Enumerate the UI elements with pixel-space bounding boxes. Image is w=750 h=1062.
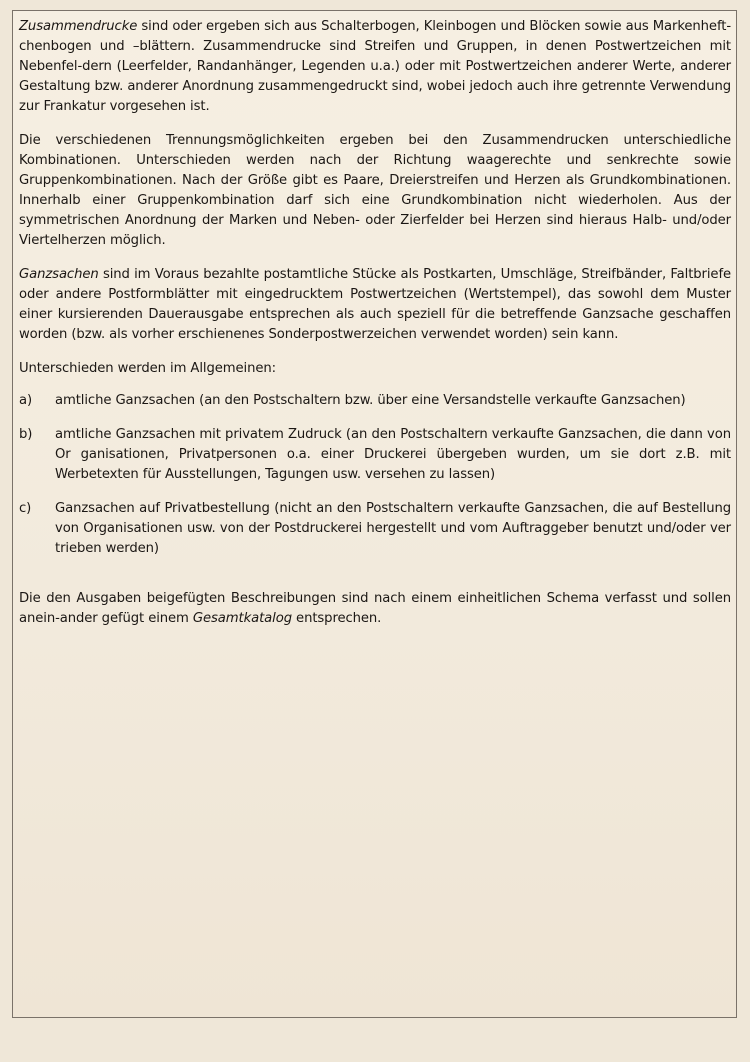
paragraph-unterschieden [19,359,731,379]
term-ganzsachen: Ganzsachen [19,267,99,282]
list-item-b [19,425,731,485]
term-gesamtkatalog: Gesamtkatalog [192,611,292,626]
paragraph-gesamtkatalog-text-after: entsprechen. [291,611,382,626]
document-content [19,17,731,643]
list-marker-c: c) [19,501,32,516]
list-item-a [19,391,731,411]
paragraph-gesamtkatalog [19,589,731,629]
list-item-c [19,499,731,559]
paragraph-unterschieden-text: Unterschieden werden im Allgemeinen: [19,361,276,376]
ganzsachen-list [19,391,731,559]
paragraph-zusammendrucke [19,17,731,117]
list-marker-a: a) [19,393,33,408]
term-zusammendrucke: Zusammendrucke [19,19,138,34]
list-item-a-text: amtliche Ganzsachen (an den Postschaltern bzw. über eine Versandstelle verkaufte Ganzsachen) [55,393,686,408]
paragraph-trennungsmoeglichkeiten [19,131,731,251]
paragraph-gesamtkatalog-text-before: Die den Ausgaben beigefügten Beschreibungen sind nach einem einheitlichen Schema verfasst und sollen anein-ander gefügt einem [19,591,731,626]
paragraph-trennungsmoeglichkeiten-text: Die verschiedenen Trennungsmöglichkeiten ergeben bei den Zusammendrucken unterschiedliche Kombinationen. Unterschieden werden nach der Richtung waagerechte und senkrechte sowie Gruppenkombinationen. Nach der Größe gibt es Paare, Dreierstreifen und Herzen als Grundkombinationen. Innerhalb einer Gruppenkombination darf sich eine Grundkombination nicht wiederholen. Aus der symmetrischen Anordnung der Marken und Neben- oder Zierfelder bei Herzen sind hieraus Halb- und/oder Viertelherzen möglich. [19,133,731,248]
list-item-b-text: amtliche Ganzsachen mit privatem Zudruck (an den Postschaltern verkaufte Ganzsachen, die dann von Or ganisationen, Privatpersonen o.a. einer Druckerei übergeben wurden, um sie dort z.B. mit Werbetexten für Ausstellungen, Tagungen usw. versehen zu lassen) [55,427,731,482]
paragraph-ganzsachen [19,265,731,345]
paragraph-zusammendrucke-text: sind oder ergeben sich aus Schalterbogen, Kleinbogen und Blöcken sowie aus Markenheft-chenbogen und –blättern. Zusammendrucke sind Streifen und Gruppen, in denen Postwertzeichen mit Nebenfel-dern (Leerfelder, Randanhänger, Legenden u.a.) oder mit Postwertzeichen anderer Werte, anderer Gestaltung bzw. anderer Anordnung zusammengedruckt sind, wobei jedoch auch ihre getrennte Verwendung zur Frankatur vorgesehen ist. [19,19,731,114]
paragraph-ganzsachen-text: sind im Voraus bezahlte postamtliche Stücke als Postkarten, Umschläge, Streifbänder, Faltbriefe oder andere Postformblätter mit eingedrucktem Postwertzeichen (Wertstempel), das sowohl dem Muster einer kursierenden Dauerausgabe entsprechen als auch speziell für die betreffende Ganzsache geschaffen worden (bzw. als vorher erschienenes Sonderpostwerzeichen verwendet worden) sein kann. [19,267,731,342]
spacer [19,573,731,589]
document-page [12,10,737,1018]
list-marker-b: b) [19,427,33,442]
list-item-c-text: Ganzsachen auf Privatbestellung (nicht an den Postschaltern verkaufte Ganzsachen, die auf Bestellung von Organisationen usw. von der Postdruckerei hergestellt und vom Auftraggeber benutzt und/oder ver trieben werden) [55,501,731,556]
